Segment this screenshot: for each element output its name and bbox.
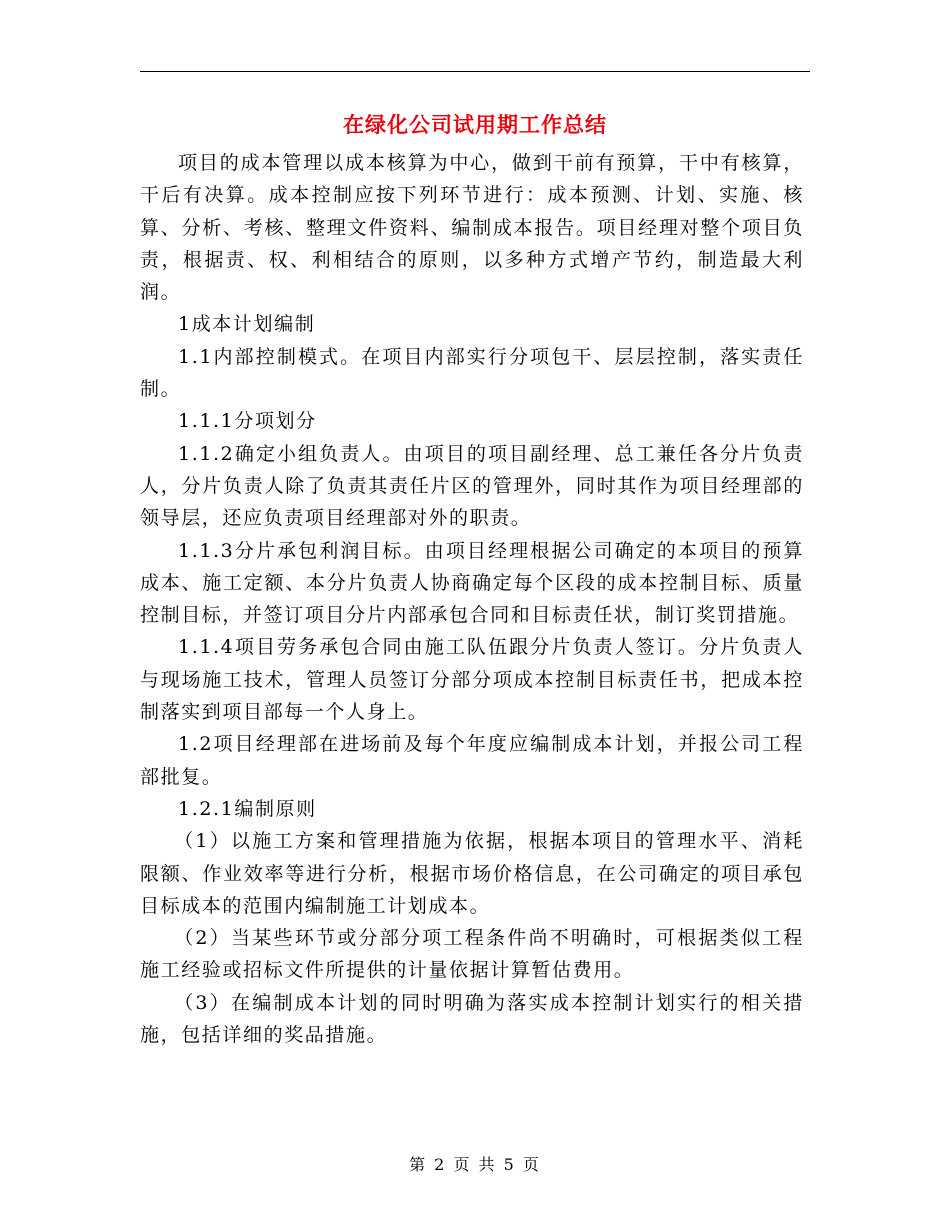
header-rule <box>140 71 810 72</box>
list-item-1: （1）以施工方案和管理措施为依据，根据本项目的管理水平、消耗限额、作业效率等进行分析，根据市场价格信息，在公司确定的项目承包目标成本的范围内编制施工计划成本。 <box>140 830 804 917</box>
heading-1-1-1: 1.1.1分项划分 <box>178 410 317 433</box>
document-title: 在绿化公司试用期工作总结 <box>343 112 607 137</box>
paragraph-1-1-2: 1.1.2确定小组负责人。由项目的项目副经理、总工兼任各分片负责人，分片负责人除了负责其责任片区的管理外，同时其作为项目经理部的领导层，还应负责项目经理部对外的职责。 <box>140 442 804 530</box>
list-item-2: （2）当某些环节或分部分项工程条件尚不明确时，可根据类似工程施工经验或招标文件所提供的计量依据计算暂估费用。 <box>140 927 804 982</box>
paragraph-1-2: 1.2项目经理部在进场前及每个年度应编制成本计划，并报公司工程部批复。 <box>140 733 804 788</box>
paragraph-intro: 项目的成本管理以成本核算为中心，做到干前有预算，干中有核算，干后有决算。成本控制应按下列环节进行：成本预测、计划、实施、核算、分析、考核、整理文件资料、编制成本报告。项目经理对整个项目负责，根据责、权、利相结合的原则，以多种方式增产节约，制造最大利润。 <box>140 152 804 304</box>
list-item-3: （3）在编制成本计划的同时明确为落实成本控制计划实行的相关措施，包括详细的奖品措施。 <box>140 991 804 1047</box>
heading-1: 1成本计划编制 <box>178 313 316 336</box>
paragraph-1-1-4: 1.1.4项目劳务承包合同由施工队伍跟分片负责人签订。分片负责人与现场施工技术，管理人员签订分部分项成本控制目标责任书，把成本控制落实到项目部每一个人身上。 <box>140 636 804 724</box>
paragraph-1-1-3: 1.1.3分片承包利润目标。由项目经理根据公司确定的本项目的预算成本、施工定额、本分片负责人协商确定每个区段的成本控制目标、质量控制目标，并签订项目分片内部承包合同和目标责任状，制订奖罚措施。 <box>140 539 804 627</box>
page-footer: 第 2 页 共 5 页 <box>409 1155 541 1174</box>
heading-1-2-1: 1.2.1编制原则 <box>178 797 317 820</box>
document-body <box>140 147 804 1051</box>
paragraph-1-1: 1.1内部控制模式。在项目内部实行分项包干、层层控制，落实责任制。 <box>140 345 804 401</box>
